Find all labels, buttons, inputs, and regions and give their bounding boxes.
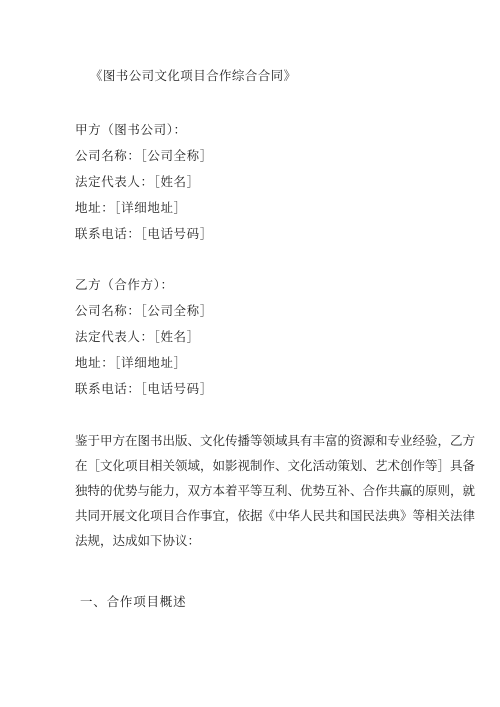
party-a-heading: 甲方（图书公司）：	[75, 122, 187, 137]
party-a-legal-rep: 法定代表人：［姓名］	[75, 174, 200, 189]
party-b-company-name: 公司名称：［公司全称］	[75, 303, 213, 318]
preamble-paragraph	[75, 428, 476, 553]
party-a-phone: 联系电话：［电话号码］	[75, 226, 213, 241]
preamble-line: 在［文化项目相关领域，如影视制作、文化活动策划、艺术创作等］具备	[75, 458, 476, 473]
party-b-heading: 乙方（合作方）：	[75, 277, 174, 292]
preamble-line: 共同开展文化项目合作事宜，依据《中华人民共和国民法典》等相关法律	[75, 508, 476, 523]
section-1-heading: 一、合作项目概述	[80, 594, 187, 609]
party-b-address: 地址：［详细地址］	[75, 355, 187, 370]
party-b-block	[75, 272, 435, 402]
party-b-legal-rep: 法定代表人：［姓名］	[75, 329, 200, 344]
preamble-line: 独特的优势与能力，双方本着平等互利、优势互补、合作共赢的原则，就	[75, 483, 476, 498]
preamble-line: 鉴于甲方在图书出版、文化传播等领域具有丰富的资源和专业经验，乙方	[75, 433, 476, 448]
document-title: 《图书公司文化项目合作综合合同》	[90, 68, 297, 83]
party-a-company-name: 公司名称：［公司全称］	[75, 148, 213, 163]
preamble-line: 法规，达成如下协议：	[75, 533, 201, 548]
party-b-phone: 联系电话：［电话号码］	[75, 381, 213, 396]
party-a-block	[75, 117, 435, 247]
party-a-address: 地址：［详细地址］	[75, 200, 187, 215]
